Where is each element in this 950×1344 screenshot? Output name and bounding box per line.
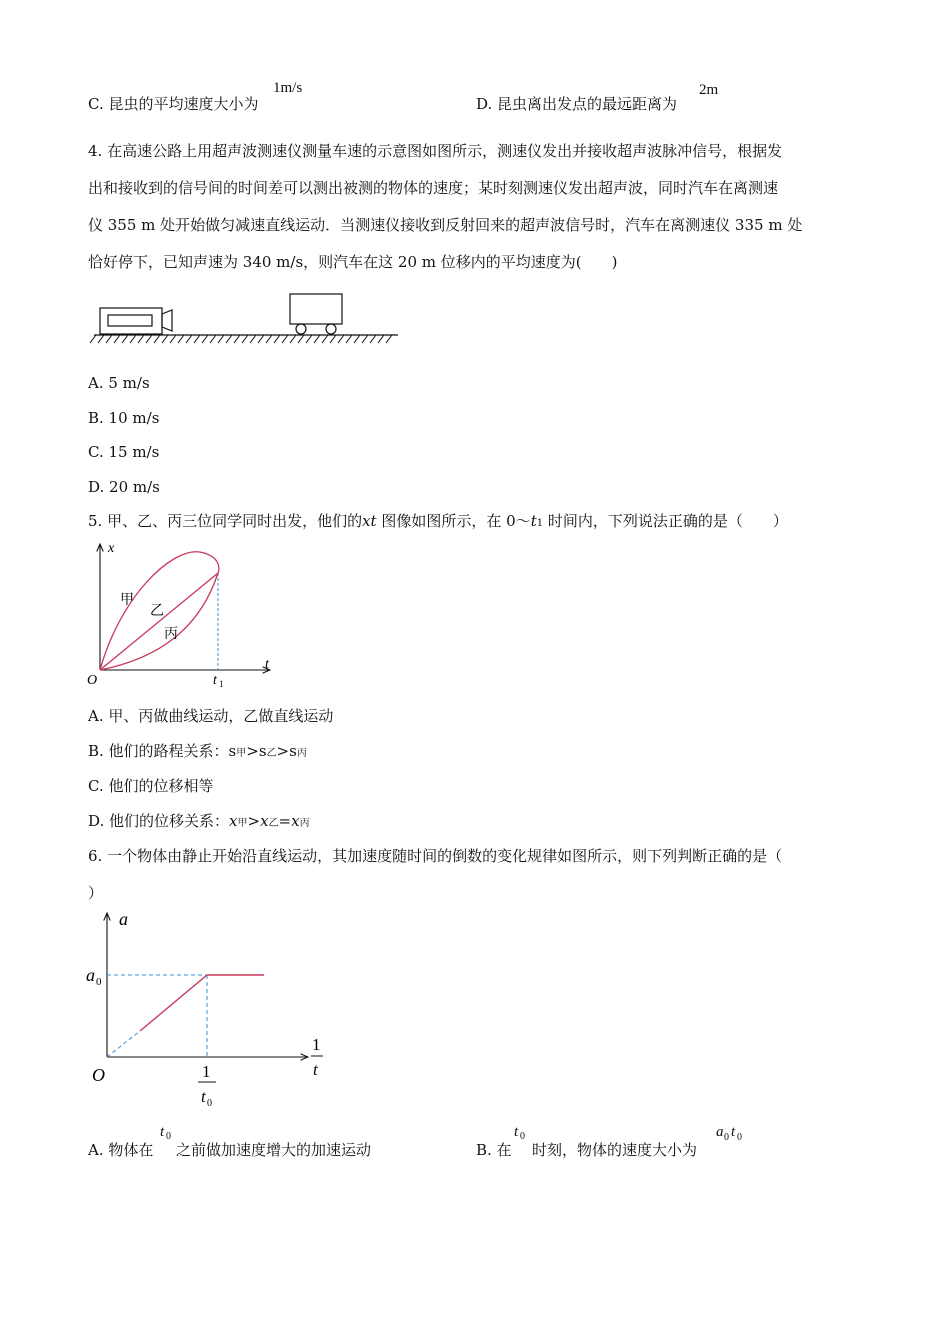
hatch-mark [106,335,112,343]
hatch-mark [250,335,256,343]
hatch-mark [162,335,168,343]
q5-option-d-var: x [260,812,269,830]
q6-option-b-var-sub: 0 [520,1131,525,1142]
a0-label: a [86,965,95,985]
q3-option-d-value: 2m [699,82,719,98]
q5-xt-graph [80,538,280,690]
q6-option-b-mid: 时刻，物体的速度大小为 [532,1141,698,1159]
q5-option-b-part: >s [276,742,297,760]
q5-stem-xt: xt [362,512,377,530]
hatch-mark [258,335,264,343]
hatch-mark [122,335,128,343]
q5-option-d-part: D. 他们的位移关系： [88,812,230,830]
label-bing: 丙 [164,627,178,642]
q6-stem-line: 6. 一个物体由静止开始沿直线运动，其加速度随时间的倒数的变化规律如图所示，则下列判断正确的是（ [88,847,783,865]
hatch-mark [210,335,216,343]
q5-option-d-part: > [247,812,261,830]
q4-diagram [88,290,408,348]
hatch-mark [114,335,120,343]
q6-option-b-pre: B. 在 [476,1141,512,1159]
y-axis-label: a [119,909,128,929]
q6-option-b-value-t: t [731,1124,736,1140]
hatch-mark [98,335,104,343]
hatch-mark [90,335,96,343]
x-axis-denominator: t [313,1060,318,1079]
q5-stem-part: 图像如图所示，在 0～ [376,512,531,530]
hatch-mark [234,335,240,343]
hatch-mark [186,335,192,343]
q6-option-b-value-a: a [716,1124,724,1140]
q4-stem-line: 仪 355 m 处开始做匀减速直线运动．当测速仪接收到反射回来的超声波信号时，汽车在离测速仪 335 m 处 [88,216,803,234]
tick-sub: 0 [207,1098,212,1109]
x-axis-numerator: 1 [312,1035,321,1054]
q6-option-a-post: 之前做加速度增大的加速运动 [176,1141,372,1159]
hatch-mark [146,335,152,343]
q5-option-d-sub: 丙 [299,818,310,829]
hatch-mark [274,335,280,343]
q5-stem-t-sub: 1 [536,518,544,529]
q5-stem-part: 5. 甲、乙、丙三位同学同时出发，他们的 [88,512,363,530]
car-icon [290,294,342,334]
origin-dashed-segment [107,1031,140,1057]
speed-gun-icon [100,308,172,334]
hatch-mark [226,335,232,343]
hatch-mark [194,335,200,343]
q3-option-c-value: 1m/s [273,80,303,96]
q6-option-b-value-t-sub: 0 [737,1132,742,1143]
q5-option-b-sub: 甲 [236,748,247,759]
rising-line [140,975,207,1031]
q4-stem-line: 出和接收到的信号间的时间差可以测出被测的物体的速度；某时刻测速仪发出超声波，同时汽车在离测速 [88,179,779,197]
hatch-mark [346,335,352,343]
hatch-mark [282,335,288,343]
q5-option-a: A. 甲、丙做曲线运动，乙做直线运动 [88,707,334,725]
q4-stem-line: 恰好停下，已知声速为 340 m/s，则汽车在这 20 m 位移内的平均速度为( ) [88,253,618,271]
tick-numerator: 1 [202,1062,211,1081]
q6-a-graph [80,905,340,1117]
hatch-mark [242,335,248,343]
q4-option-b: B. 10 m/s [88,409,160,427]
hatch-mark [362,335,368,343]
q4-option-a: A. 5 m/s [88,374,150,392]
q5-option-b-sub: 乙 [266,748,277,759]
q6-option-b-value-a-sub: 0 [724,1132,729,1143]
t1-label: t [213,673,217,688]
line-yi [100,573,218,670]
q5-option-d-var: x [291,812,300,830]
hatch-mark [330,335,336,343]
hatch-mark [314,335,320,343]
q5-option-d-sub: 甲 [237,818,248,829]
hatch-mark [370,335,376,343]
hatch-mark [378,335,384,343]
q3-option-c: C. 昆虫的平均速度大小为 [88,95,259,113]
q6-option-a-pre: A. 物体在 [88,1141,154,1159]
hatch-mark [290,335,296,343]
origin-label: O [87,673,98,688]
q4-option-d: D. 20 m/s [88,478,160,496]
hatch-mark [178,335,184,343]
hatch-mark [354,335,360,343]
q4-stem [88,133,858,281]
hatch-mark [138,335,144,343]
q5-option-d-sub: 乙 [268,818,279,829]
label-yi: 乙 [150,604,164,619]
origin-label: O [92,1065,105,1085]
tick-denominator: t [201,1087,206,1106]
a0-sub: 0 [96,976,102,988]
q5-option-d [88,811,310,834]
q5-option-b-part: B. 他们的路程关系：s [88,742,237,760]
hatch-mark [386,335,392,343]
q5-stem-part: 时间内，下列说法正确的是（ ） [543,512,788,530]
x-axis-label: t [265,657,269,672]
hatch-mark [266,335,272,343]
label-jia: 甲 [120,593,134,608]
hatch-mark [338,335,344,343]
y-axis-label: x [108,541,115,556]
hatch-mark [218,335,224,343]
q6-option-b-var: t [514,1124,519,1140]
q4-option-c: C. 15 m/s [88,443,160,461]
q6-option-a-var-sub: 0 [166,1131,171,1142]
q5-option-d-part: = [278,812,292,830]
hatch-mark [154,335,160,343]
q5-option-c: C. 他们的位移相等 [88,777,214,795]
ground-hatching [90,335,392,343]
hatch-mark [322,335,328,343]
q5-option-b-part: >s [246,742,267,760]
q5-option-b-sub: 丙 [296,748,307,759]
hatch-mark [130,335,136,343]
t1-sub: 1 [219,679,224,689]
q5-stem-t: t [530,512,537,530]
q3-option-d: D. 昆虫离出发点的最远距离为 [476,95,678,113]
hatch-mark [202,335,208,343]
hatch-mark [306,335,312,343]
q5-option-b [88,741,307,764]
q4-stem-line: 4. 在高速公路上用超声波测速仪测量车速的示意图如图所示，测速仪发出并接收超声波脉冲信号，根据发 [88,142,783,160]
q6-option-a-var: t [160,1124,165,1140]
hatch-mark [298,335,304,343]
hatch-mark [170,335,176,343]
q5-stem [88,511,788,534]
q5-option-d-var: x [229,812,238,830]
q6-stem-line: ） [88,884,104,902]
